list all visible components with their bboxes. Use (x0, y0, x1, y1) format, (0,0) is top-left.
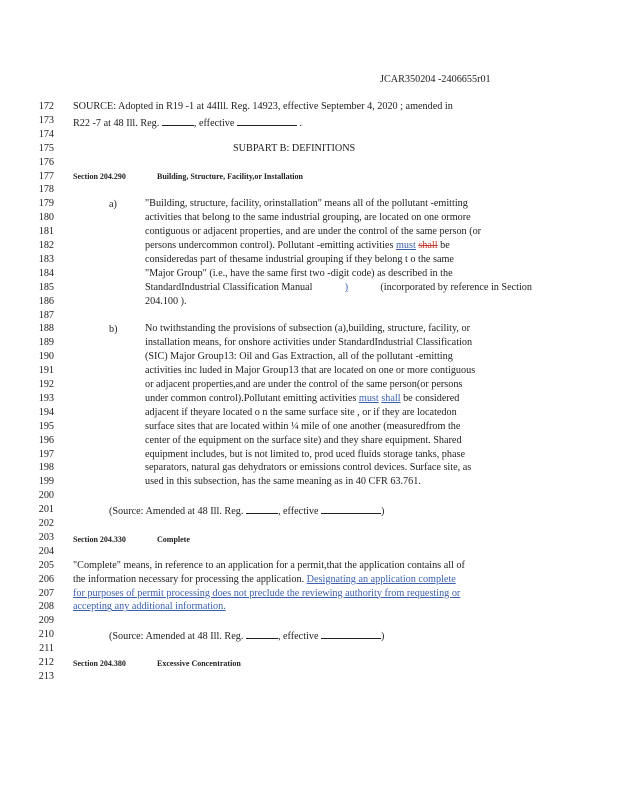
inserted-text: must (395, 240, 416, 251)
text-line (145, 268, 532, 279)
line-number: 172 (38, 101, 54, 112)
text-run: installation means, for onshore activities under StandardIndustrial Classification (145, 337, 473, 349)
text-line (145, 379, 532, 390)
text-line (73, 588, 532, 599)
line-number: 179 (38, 198, 54, 210)
text-run: be (437, 240, 450, 251)
line-number: 183 (38, 253, 54, 265)
text-run: (SIC) Major Group13: Oil and Gas Extraction, all of the pollutant -emitting (145, 351, 453, 363)
text-run: activities inc luded in Major Group13 that are located on one or more contiguous (145, 365, 476, 377)
source-reg: (Source: Amended at 48 Ill. Reg. (109, 631, 244, 642)
source-line-2 (73, 116, 532, 129)
line-number: 207 (38, 587, 54, 599)
source-amended-2 (109, 629, 532, 642)
line-number: 211 (39, 643, 54, 655)
line-number: 197 (38, 448, 54, 460)
source-reg: (Source: Amended at 48 Ill. Reg. (109, 506, 244, 517)
line-number: 203 (38, 531, 54, 543)
line-number: 193 (38, 392, 54, 404)
text-line (145, 421, 532, 432)
deleted-text: shall (418, 240, 438, 251)
text-run: (incorporated by reference in Section (377, 281, 532, 293)
line-number: 212 (38, 657, 54, 668)
inserted-text: must (358, 392, 379, 404)
source-period: . (299, 118, 303, 129)
blank-field (162, 116, 194, 126)
text-run: "Building, structure, facility, orinstallation" means all of the pollutant -emitting (145, 198, 468, 210)
text-line (145, 198, 532, 209)
text-run: "Major Group" (i.e., have the same first two -digit code) as described in the (145, 267, 453, 279)
source-text: SOURCE: Adopted in R19 -1 at 44Ill. Reg. 14923, effective September 4, 2020 ; amended in (73, 101, 453, 112)
line-number: 199 (38, 476, 54, 488)
inserted-text: accepting any additional information. (73, 601, 226, 613)
line-number: 213 (38, 670, 54, 682)
line-number: 189 (38, 337, 54, 349)
line-number: 177 (38, 170, 54, 182)
inserted-text: shall (381, 392, 401, 404)
blank-field (321, 629, 381, 639)
text-line (145, 393, 532, 404)
text-run: consideredas part of thesame industrial grouping if they belong t o the same (145, 253, 454, 265)
text-run: adjacent if theyare located o n the same surface site , or if they are locatedon (145, 406, 457, 418)
source-effective: , effective (193, 118, 235, 129)
text-run: "Complete" means, in reference to an application for a permit,that the application contains all of (73, 559, 465, 571)
line-number: 187 (38, 309, 54, 321)
line-number: 209 (38, 615, 54, 627)
source-effective: , effective (277, 506, 319, 517)
text-run: separators, natural gas dehydrators or emissions control devices. Surface site, as (145, 462, 472, 474)
line-number: 196 (38, 434, 54, 446)
text-run: activities that belong to the same industrial grouping, are located on one ormore (145, 212, 471, 224)
text-line (145, 240, 532, 251)
text-line (145, 323, 532, 334)
line-number: 198 (38, 462, 54, 474)
text-line (145, 337, 532, 348)
text-run: or adjacent properties,and are under the control of the same person(or persons (145, 379, 463, 390)
text-line (145, 476, 532, 487)
section-number: Section 204.290 (73, 172, 126, 181)
inserted-text: for purposes of permit processing does not preclude the reviewing authority from requesting or (73, 587, 461, 599)
inserted-text: Designating an application complete (306, 573, 456, 585)
text-run: be considered (400, 392, 460, 404)
line-number: 181 (38, 226, 54, 238)
section-number: Section 204.380 (73, 659, 126, 668)
text-line (145, 254, 532, 265)
line-number: 201 (38, 504, 54, 516)
line-number: 174 (38, 128, 54, 140)
blank-field (321, 504, 381, 514)
text-run: surface sites that are located within ¼ mile of one another (measuredfrom the (145, 420, 461, 432)
source-close: ) (381, 631, 385, 642)
line-number: 180 (38, 212, 54, 224)
text-run: 204.100 ). (145, 295, 187, 307)
text-line (145, 226, 532, 237)
item-a-label: a) (109, 199, 117, 210)
text-run: equipment includes, but is not limited to, prod uced fluids storage tanks, phase (145, 448, 466, 460)
line-number: 195 (38, 420, 54, 432)
text-run: persons undercommon control). Pollutant -emitting activities (145, 240, 396, 251)
document-header: JCAR350204 -2406655r01 (380, 74, 491, 85)
line-number: 200 (38, 490, 54, 502)
blank-field (237, 116, 297, 126)
blank-field (246, 629, 278, 639)
text-line (145, 435, 532, 446)
source-effective: , effective (277, 631, 319, 642)
text-run: StandardIndustrial Classification Manual (145, 281, 316, 293)
text-line (145, 462, 532, 473)
line-number: 184 (38, 267, 54, 279)
source-close: ) (381, 506, 385, 517)
line-number: 175 (38, 142, 54, 154)
line-number: 185 (38, 281, 54, 293)
text-run: center of the equipment on the surface site) and they share equipment. Shared (145, 434, 462, 446)
line-number: 178 (38, 184, 54, 196)
text-line (73, 574, 532, 585)
text-line (145, 351, 532, 362)
text-line (145, 212, 532, 223)
text-run: the information necessary for processing the application. (73, 573, 307, 585)
line-number: 186 (38, 295, 54, 307)
item-b-label: b) (109, 324, 118, 335)
inserted-text: ) (344, 281, 349, 293)
source-amended-1 (109, 504, 532, 517)
text-line (145, 296, 532, 307)
section-title: Building, Structure, Facility,or Installation (157, 172, 303, 181)
section-title: Complete (157, 535, 190, 544)
text-run: under common control).Pollutant emitting activities (145, 392, 359, 404)
text-run: contiguous or adjacent properties, and are under the control of the same person (or (145, 226, 482, 238)
section-title: Excessive Concentration (157, 659, 241, 668)
line-number: 194 (38, 406, 54, 418)
line-number: 210 (38, 629, 54, 641)
line-number: 205 (38, 559, 54, 571)
line-number: 190 (38, 351, 54, 363)
source-line (73, 101, 532, 112)
line-number: 204 (38, 545, 54, 557)
line-number: 206 (38, 573, 54, 585)
text-line (73, 560, 532, 571)
line-number: 176 (38, 156, 54, 168)
line-number: 182 (38, 240, 54, 251)
text-line (145, 365, 532, 376)
text-line (145, 407, 532, 418)
line-number: 208 (38, 601, 54, 613)
text-run: No twithstanding the provisions of subsection (a),building, structure, facility, or (145, 323, 470, 335)
text-line (145, 282, 532, 293)
blank-field (246, 504, 278, 514)
line-number: 188 (38, 323, 54, 335)
line-number: 191 (38, 365, 54, 377)
line-number: 192 (38, 379, 54, 390)
subpart-heading: SUBPART B: DEFINITIONS (233, 143, 356, 154)
section-number: Section 204.330 (73, 535, 126, 544)
line-number: 202 (38, 518, 54, 529)
source-reg: R22 -7 at 48 Ill. Reg. (73, 118, 160, 129)
text-line (73, 601, 532, 612)
text-line (145, 449, 532, 460)
line-number: 173 (38, 114, 54, 126)
text-run: used in this subsection, has the same meaning as in 40 CFR 63.761. (145, 476, 421, 488)
